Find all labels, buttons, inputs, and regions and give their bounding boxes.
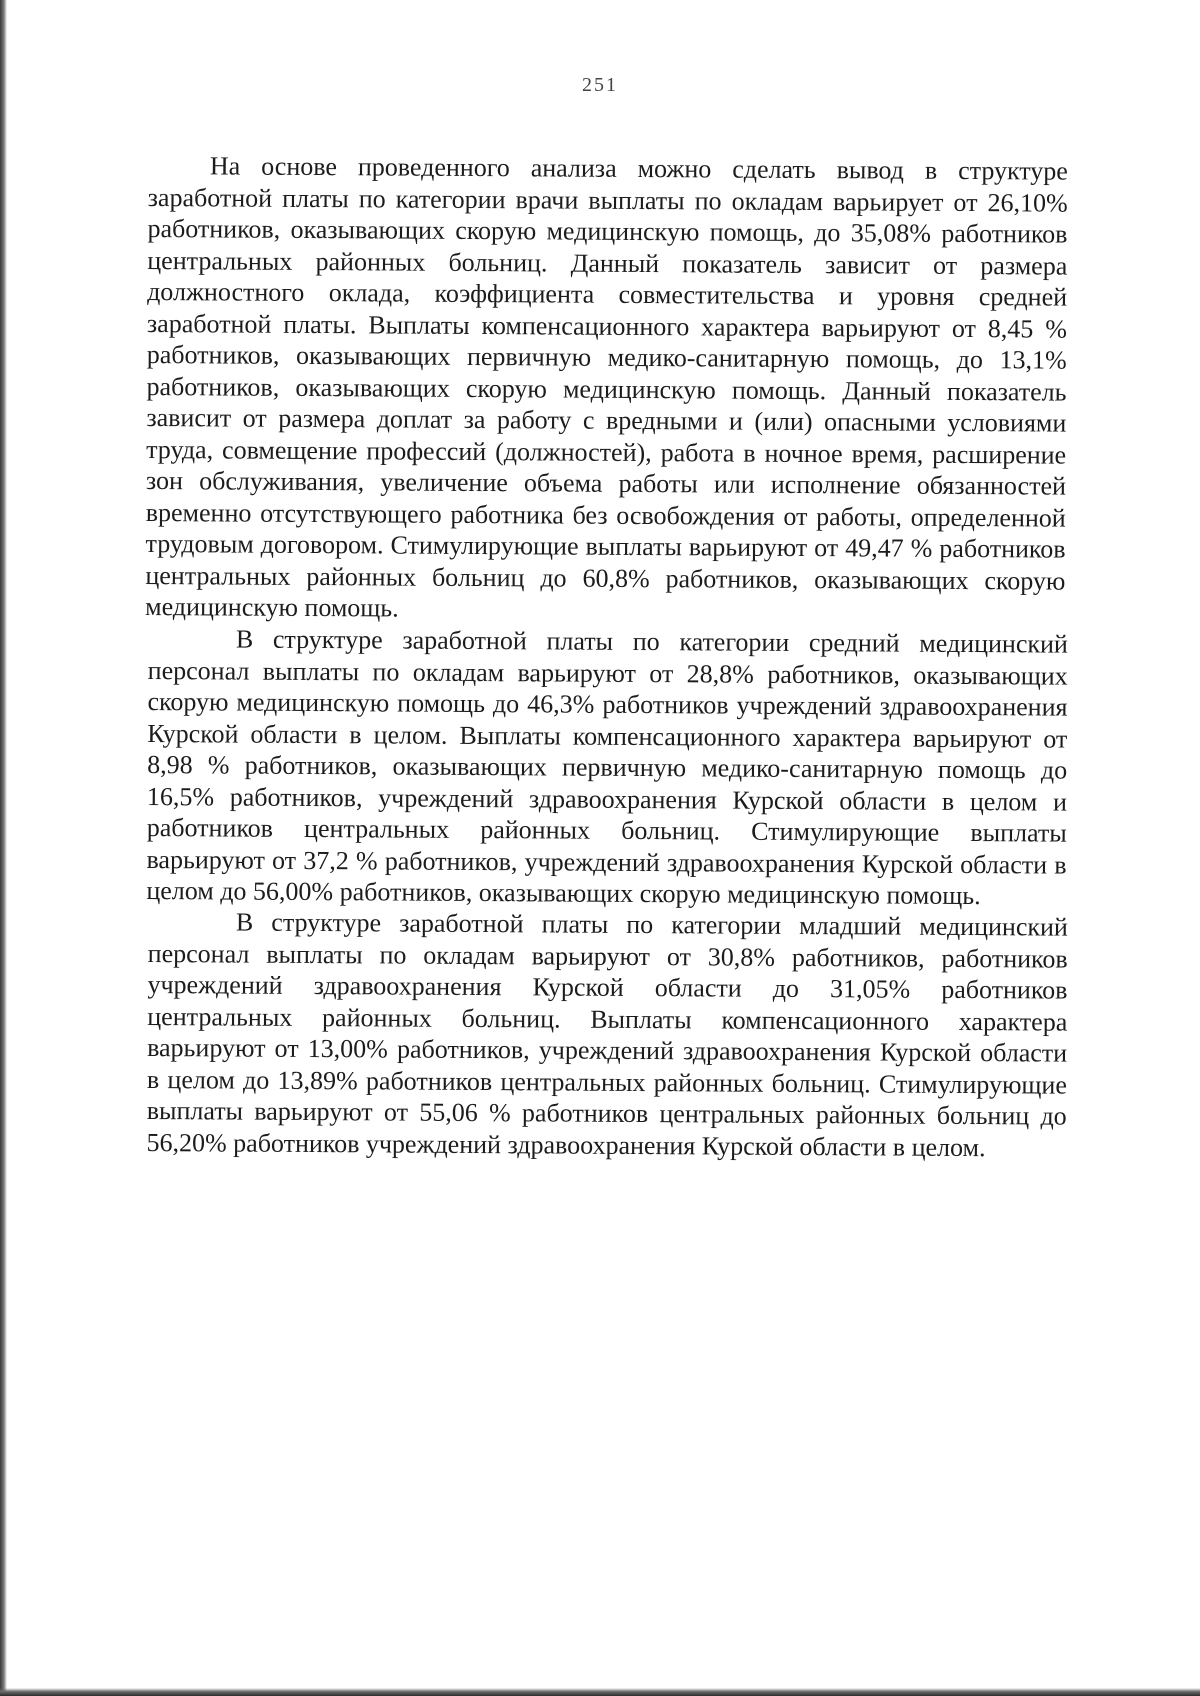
body-text	[145, 150, 1068, 1162]
paragraph-junior-staff: В структуре заработной платы по категории младший медицинский персонал выплаты по окладам варьируют от 30,8% работников, работников учреждений здравоохранения Курской области до 31,05% работников центральных районных больниц. Выплаты компенсационного характера варьируют от 13,00% работников, учреждений здравоохранения Курской области в целом до 13,89% работников центральных районных больниц. Стимулирующие выплаты варьируют от 55,06 % работников центральных районных больниц до 56,20% работников учреждений здравоохранения Курской области в целом.	[146, 907, 1068, 1162]
page-number: 251	[582, 74, 618, 96]
scan-bottom-edge-shadow	[0, 1688, 1200, 1696]
scan-left-edge-shadow	[0, 0, 7, 1696]
paragraph-nursing-staff: В структуре заработной платы по категории средний медицинский персонал выплаты по окладам варьируют от 28,8% работников, оказывающих скорую медицинскую помощь до 46,3% работников учреждений здравоохранения Курской области в целом. Выплаты компенсационного характера варьируют от 8,98 % работников, оказывающих первичную медико-санитарную помощь до 16,5% работников, учреждений здравоохранения Курской области в целом и работников центральных районных больниц. Стимулирующие выплаты варьируют от 37,2 % работников, учреждений здравоохранения Курской области в целом до 56,00% работников, оказывающих скорую медицинскую помощь.	[146, 624, 1068, 910]
paragraph-physicians: На основе проведенного анализа можно сделать вывод в структуре заработной платы по категории врачи выплаты по окладам варьирует от 26,10% работников, оказывающих скорую медицинскую помощь, до 35,08% работников центральных районных больниц. Данный показатель зависит от размера должностного оклада, коэффициента совместительства и уровня средней заработной платы. Выплаты компенсационного характера варьируют от 8,45 % работников, оказывающих первичную медико-санитарную помощь, до 13,1% работников, оказывающих скорую медицинскую помощь. Данный показатель зависит от размера доплат за работу с вредными и (или) опасными условиями труда, совмещение профессий (должностей), работа в ночное время, расширение зон обслуживания, увеличение объема работы или исполнение обязанностей временно отсутствующего работника без освобождения от работы, определенной трудовым договором. Стимулирующие выплаты варьируют от 49,47 % работников центральных районных больниц до 60,8% работников, оказывающих скорую медицинскую помощь.	[145, 151, 1068, 623]
